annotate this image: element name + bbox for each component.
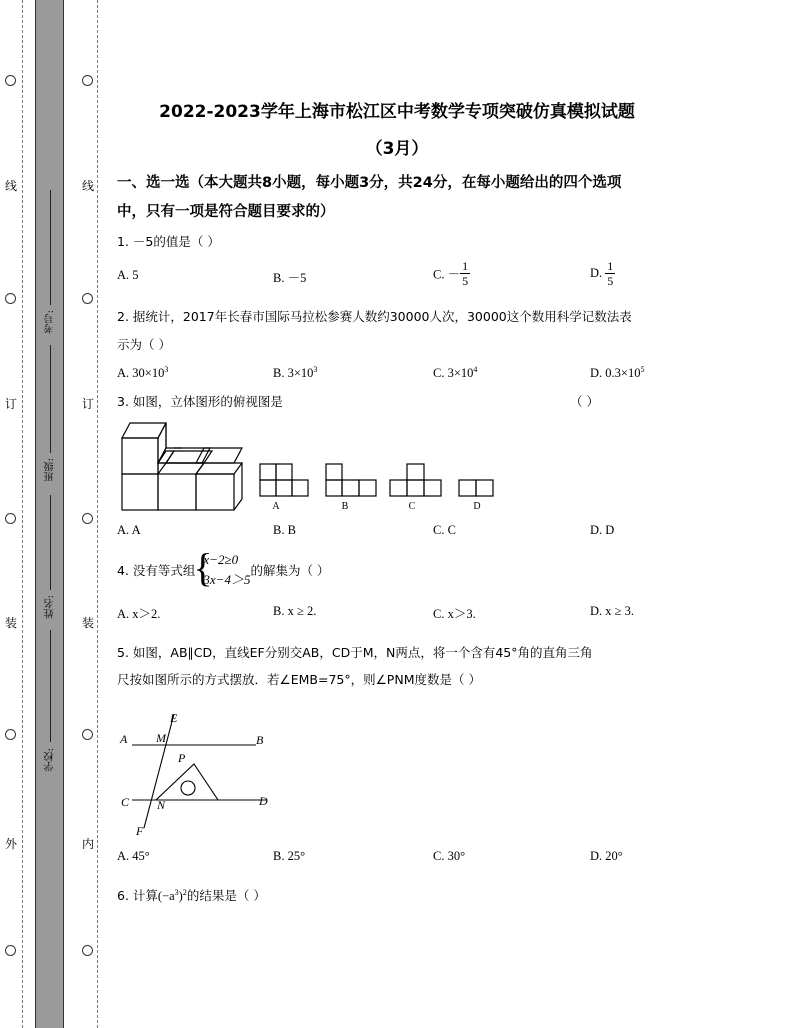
section-heading-cont: 中，只有一项是符合题目要求的）: [117, 204, 335, 220]
q2-c-exp: 4: [473, 365, 478, 374]
q2-b-text: B. 3×10: [273, 366, 314, 381]
punch-hole: [82, 729, 93, 740]
q6-suffix: 的结果是（ ）: [186, 888, 266, 903]
q1-stem: 1. －5的值是（ ）: [117, 234, 220, 249]
margin-char-inner: 内: [81, 837, 94, 851]
q3-solid: [122, 423, 242, 510]
q1-option-d[interactable]: [590, 259, 615, 288]
punch-hole: [82, 945, 93, 956]
q2-option-b[interactable]: [273, 365, 317, 381]
q5-option-d[interactable]: D. 20°: [590, 849, 623, 863]
label-d: D: [259, 794, 268, 808]
margin-char-outer: 装: [4, 616, 17, 630]
margin-char-outer: 订: [4, 397, 17, 411]
q5-option-a[interactable]: A. 45°: [117, 849, 150, 863]
q1-c-fraction: [460, 259, 470, 288]
exam-number-label: 考号:: [45, 310, 56, 334]
q2-c-text: C. 3×10: [433, 366, 474, 381]
label-p: P: [178, 751, 186, 765]
q5-option-c[interactable]: C. 30°: [433, 849, 466, 863]
q4-stem: [117, 545, 330, 590]
q1-c-num: 1: [462, 259, 469, 273]
q2-option-a[interactable]: [117, 365, 168, 381]
margin-char-outer: 外: [4, 837, 17, 851]
q1-option-b[interactable]: B. －5: [273, 271, 307, 285]
q1-c-prefix: C. －: [433, 267, 461, 282]
punch-hole: [5, 293, 16, 304]
q3-fig-label-b: B: [341, 501, 349, 512]
q5-stem: 5. 如图，AB∥CD，直线EF分别交AB，CD于M，N两点，将一个含有45°角的直角三角: [117, 645, 593, 660]
name-label: 姓名:: [45, 595, 56, 619]
margin-char-inner: 装: [81, 616, 94, 630]
q3-option-d[interactable]: D. D: [590, 523, 615, 537]
class-blank[interactable]: [50, 345, 51, 453]
name-blank[interactable]: [50, 495, 51, 590]
q2-a-text: A. 30×10: [117, 366, 165, 381]
q3-fig-label-a: A: [272, 501, 280, 512]
q6-close: ): [178, 889, 183, 903]
school-blank[interactable]: [50, 630, 51, 742]
q5-stem-cont: 尺按如图所示的方式摆放．若∠EMB=75°，则∠PNM度数是（ ）: [117, 672, 481, 687]
margin-char-outer: 线: [4, 179, 17, 193]
label-n: N: [157, 798, 166, 812]
q3-figure: [116, 418, 506, 518]
q1-option-c[interactable]: [433, 259, 470, 288]
q3-option-c-figure: [390, 464, 441, 496]
q5-option-b[interactable]: B. 25°: [273, 849, 306, 863]
q6-expr: [158, 889, 187, 903]
q5-figure: [114, 708, 284, 840]
label-c: C: [121, 795, 130, 809]
margin-char-inner: 订: [81, 397, 94, 411]
triangle-hole: [181, 781, 195, 795]
class-label: 班级:: [45, 458, 56, 482]
q3-option-a[interactable]: A. A: [117, 523, 141, 537]
label-e: E: [170, 711, 178, 725]
q2-d-text: D. 0.3×10: [590, 366, 641, 381]
q4-system: [193, 545, 251, 590]
q4-option-c[interactable]: C. x＞3.: [433, 607, 476, 621]
q2-b-exp: 3: [313, 365, 318, 374]
q3-fig-label-c: C: [408, 501, 416, 512]
punch-hole: [5, 945, 16, 956]
q4-suffix: 的解集为（ ）: [250, 563, 330, 578]
punch-hole: [82, 293, 93, 304]
q4-option-a[interactable]: A. x＞2.: [117, 607, 161, 621]
q3-option-d-figure: [459, 480, 493, 496]
q6-prefix: 6. 计算: [117, 888, 158, 903]
q3-option-a-figure: [260, 464, 308, 496]
page-subtitle: （3月）: [365, 139, 429, 159]
q6-expr-base: (−a: [157, 889, 175, 903]
punch-hole: [5, 75, 16, 86]
q3-stem: 3. 如图，立体图形的俯视图是: [117, 394, 283, 409]
q2-stem: 2. 据统计，2017年长春市国际马拉松参赛人数约30000人次，30000这个数用科学记数法表: [117, 309, 632, 324]
punch-hole: [82, 75, 93, 86]
q2-stem-cont: 示为（ ）: [117, 337, 171, 352]
margin-char-inner: 线: [81, 179, 94, 193]
q2-a-exp: 3: [164, 365, 169, 374]
punch-hole: [5, 729, 16, 740]
q4-brace: {: [193, 545, 213, 590]
q3-paren: （ ）: [570, 394, 599, 409]
label-f: F: [136, 824, 144, 838]
q3-option-c[interactable]: C. C: [433, 523, 456, 537]
q2-option-d[interactable]: [590, 365, 644, 381]
q2-option-c[interactable]: [433, 365, 477, 381]
q4-option-d[interactable]: D. x ≥ 3.: [590, 604, 635, 618]
q1-d-prefix: D.: [590, 266, 603, 280]
school-label: 学校:: [45, 748, 56, 772]
q1-option-a[interactable]: A. 5: [117, 268, 139, 282]
q4-eq1: x−2≥0: [203, 552, 239, 567]
exam-number-blank[interactable]: [50, 190, 51, 305]
q6-exp-outer: 2: [182, 887, 187, 897]
label-m: M: [156, 731, 166, 745]
q4-eq2: 3x−4＞5: [203, 572, 251, 587]
q4-option-b[interactable]: B. x ≥ 2.: [273, 604, 317, 618]
q1-d-num: 1: [607, 259, 614, 273]
label-a: A: [120, 732, 128, 746]
q3-fig-label-d: D: [473, 501, 481, 512]
q6-stem: [117, 886, 266, 904]
q1-c-den: 5: [462, 274, 469, 288]
q1-d-den: 5: [607, 274, 614, 288]
q2-d-exp: 5: [640, 365, 645, 374]
q3-option-b[interactable]: B. B: [273, 523, 296, 537]
section-heading: 一、选一选（本大题共8小题，每小题3分，共24分，在每小题给出的四个选项: [117, 175, 622, 191]
punch-hole: [82, 513, 93, 524]
q3-option-b-figure: [326, 464, 376, 496]
q4-prefix: 4. 没有等式组: [117, 563, 196, 578]
q6-exp-inner: 3: [174, 887, 179, 897]
punch-hole: [5, 513, 16, 524]
label-b: B: [256, 733, 264, 747]
page-title: 2022-2023学年上海市松江区中考数学专项突破仿真模拟试题: [159, 102, 635, 122]
q1-d-fraction: [605, 259, 615, 288]
